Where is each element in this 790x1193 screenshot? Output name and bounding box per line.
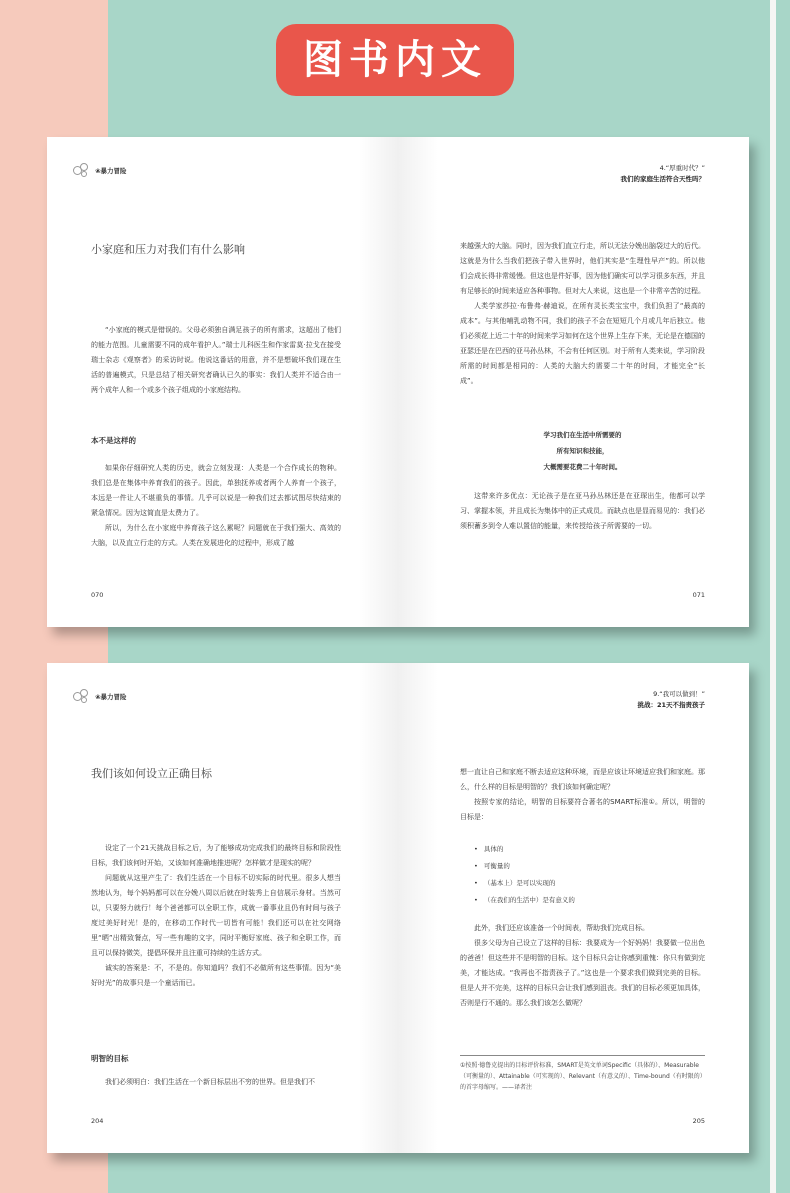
paragraph: 很多父母为自己设立了这样的目标：我要成为一个好妈妈！我要做一位出色的爸爸！但这些并不是明智的目标。这个目标只会让你感到重愧：你只有做到完美，才能达成。“我再也不指责孩子了。”这也是一个要求我们做到完美的目标。但是人并不完美，这样的目标只会让我们感到沮丧。我们的目标必须更加具体，否则是行不通的。那么我们该怎么做呢？ bbox=[460, 939, 705, 1007]
footnote: ①按照·德鲁克提出的目标评价标准，SMART是英文单词Specific（具体的）、Measurable（可衡量的）、Attainable（可实现的）、Relevant（有意义的）、Time-bound（有时限的）的首字母缩写。——译者注 bbox=[460, 1055, 705, 1093]
circles-logo-icon bbox=[73, 163, 91, 177]
paragraph: 问题就从这里产生了：我们生活在一个目标不切实际的时代里。很多人想当然地认为，每个妈妈都可以在分娩八周以后就在时装秀上自信展示身材。当然可以，只要努力就行！每个爸爸都可以全职工作，成就一番事业且仍有时间与孩子度过美好时光！是的，在移动工作时代一切皆有可能！我们还可以在社交网络里“晒”出精致餐点，写一些有趣的文字，同时平衡好家庭、孩子和全职工作，而且可以保持微笑，提倡环保并且注重可持续的生活方式。 bbox=[91, 874, 341, 957]
paragraph: 如果你仔细研究人类的历史，就会立刻发现：人类是一个合作成长的物种。我们总是在集体中养育我们的孩子。因此，单独抚养或者两个人养育一个孩子，本远是一件让人不堪重负的事情。几乎可以说是一种我们过去都试图尽快结束的紧急情况。因为这简直是太费力了。 bbox=[91, 464, 341, 517]
book-spread-2 bbox=[47, 663, 749, 1153]
gutter-shadow bbox=[398, 663, 438, 1153]
circles-logo-icon bbox=[73, 689, 91, 703]
body-text bbox=[91, 1075, 341, 1090]
subheading: 明智的目标 bbox=[91, 1054, 129, 1063]
paragraph: 人类学家莎拉·布鲁弗·赫迪说，在所有灵长类宝宝中，我们负担了“最高的成本”。与其他哺乳动物不同，我们的孩子不会在短短几个月或几年后独立。他们必须花上近二十年的时间来学习如何在这个世界上生存下来，无论是在德国的亚瑟还是在巴西的亚马孙丛林，不会有任何区别。对于所有人类来说，学习阶段所需的时间都是相同的：人类的大脑大约需要二十年的时间，才能完全“长成”。 bbox=[460, 302, 705, 385]
page-number: 205 bbox=[692, 1117, 705, 1125]
background-teal-right bbox=[776, 0, 790, 1193]
section-title: 我们该如何设立正确目标 bbox=[91, 767, 212, 780]
page-205 bbox=[398, 663, 749, 1153]
book-spread-1 bbox=[47, 137, 749, 627]
list-item: • （基本上）是可以实现的 bbox=[474, 875, 704, 892]
banner-title: 图书内文 bbox=[276, 24, 514, 96]
running-header bbox=[621, 163, 706, 185]
quote-line: 大概需要花费二十年时间。 bbox=[543, 463, 622, 471]
body-text bbox=[91, 461, 341, 551]
paragraph: 设定了一个21天挑战目标之后，为了能够成功完成我们的最终目标和阶段性目标，我们该何时开始，又该如何准确地推进呢？怎样做才是现实的呢？ bbox=[91, 844, 341, 867]
chapter-subtitle: 我们的家庭生活符合天性吗？ bbox=[620, 175, 705, 183]
gutter-shadow bbox=[358, 663, 398, 1153]
subheading: 本不是这样的 bbox=[91, 436, 136, 445]
paragraph: 来越强大的大脑。同时，因为我们直立行走，所以无法分娩出脑袋过大的后代。这就是为什么当我们把孩子带入世界时，他们其实是“生理性早产”的。所以他们会成长得非常缓慢。但这也是件好事，因为他们确实可以学习很多东西，并且有足够长的时间来适应各种事物。但对大人来说，这也是一个非常辛苦的过程。 bbox=[460, 242, 705, 295]
paragraph: 此外，我们还应该准备一个时间表，帮助我们完成目标。 bbox=[474, 924, 649, 932]
body-text bbox=[91, 841, 341, 991]
page-070 bbox=[47, 137, 398, 627]
paragraph: 所以，为什么在小家庭中养育孩子这么累呢？问题就在于我们强大、高效的大脑，以及直立行走的方式。人类在发展进化的过程中，形成了越 bbox=[91, 524, 341, 547]
body-text bbox=[460, 765, 705, 825]
chapter-subtitle: 挑战：21天不指责孩子 bbox=[637, 701, 705, 709]
paragraph: 想一直让自己和家庭不断去适应这种环境，而是应该让环境适应我们和家庭。那么，什么样的目标是明智的？我们该如何确定呢？ bbox=[460, 768, 705, 791]
list-item: • 具体的 bbox=[474, 841, 704, 858]
page-number: 070 bbox=[91, 591, 104, 599]
body-text bbox=[460, 489, 705, 534]
body-text bbox=[460, 239, 705, 389]
brand-text: ❀暴力冒险 bbox=[95, 692, 127, 701]
list-item: • （在我们的生活中）是有意义的 bbox=[474, 892, 704, 909]
paragraph: 这带来许多优点：无论孩子是在亚马孙丛林还是在亚琛出生，他都可以学习、掌握本领，并且成长为集体中的正式成员。而缺点也是显而易见的：我们必须积蓄多到令人难以置信的能量，来传授给孩子所需要的一切。 bbox=[460, 492, 705, 530]
list-item: • 可衡量的 bbox=[474, 858, 704, 875]
brand-text: ❀暴力冒险 bbox=[95, 166, 127, 175]
criteria-list bbox=[474, 841, 704, 909]
quote-line: 学习我们在生活中所需要的 bbox=[543, 431, 622, 439]
page-071 bbox=[398, 137, 749, 627]
paragraph: 按照专家的结论，明智的目标要符合著名的SMART标准①。所以，明智的目标是： bbox=[460, 798, 705, 821]
chapter-label: 9.“我可以做到！” bbox=[653, 690, 705, 698]
page-number: 071 bbox=[692, 591, 705, 599]
chapter-label: 4.“厚重时代？” bbox=[659, 164, 705, 172]
brand-header bbox=[73, 689, 126, 703]
paragraph: “小家庭的模式是错误的。父母必须独自满足孩子的所有需求，这超出了他们的能力范围。儿童需要不同的成年看护人。”瑞士儿科医生和作家雷莫·拉戈在接受瑞士杂志《观察者》的采访时说。他说这番话的用意，并不是想破坏我们现在生活的普遍模式，只是总结了相关研究者确认已久的事实：我们人类并不适合由一两个成年人和一个或多个孩子组成的小家庭结构。 bbox=[91, 326, 341, 394]
pull-quote bbox=[460, 427, 705, 475]
brand-header bbox=[73, 163, 126, 177]
page-204 bbox=[47, 663, 398, 1153]
body-text bbox=[460, 921, 705, 1011]
gutter-shadow bbox=[358, 137, 398, 627]
body-text bbox=[91, 323, 341, 398]
gutter-shadow bbox=[398, 137, 438, 627]
page-number: 204 bbox=[91, 1117, 104, 1125]
quote-line: 所有知识和技能， bbox=[556, 447, 609, 455]
paragraph: 我们必须明白：我们生活在一个新目标层出不穷的世界。但是我们不 bbox=[105, 1078, 315, 1086]
running-header bbox=[637, 689, 705, 711]
section-title: 小家庭和压力对我们有什么影响 bbox=[91, 243, 245, 256]
paragraph: 诚实的答案是：不，不是的。你知道吗？我们不必做所有这些事情。因为“美好时光”的故事只是一个童话而已。 bbox=[91, 964, 341, 987]
